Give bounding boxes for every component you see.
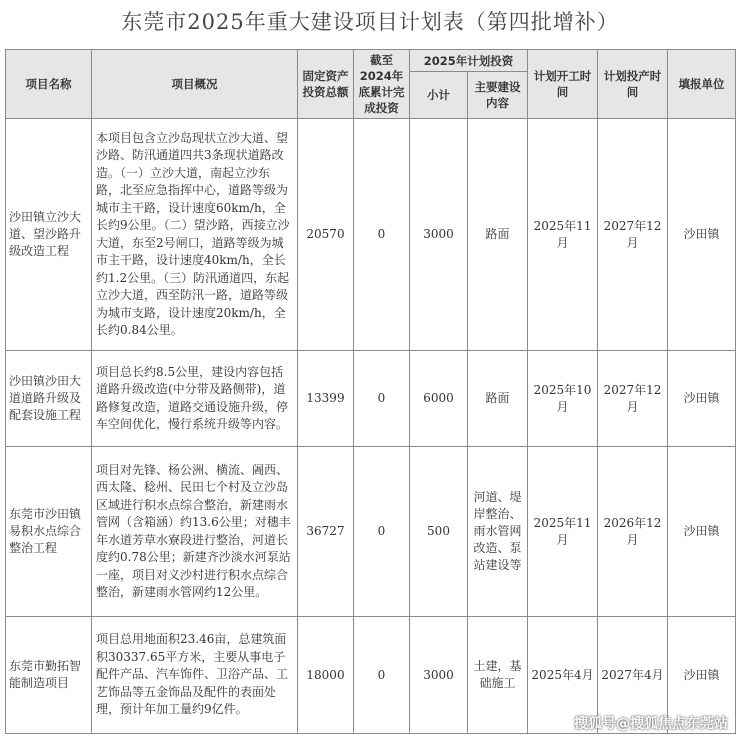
reporting-unit: 沙田镇: [668, 617, 736, 734]
cumulative-investment: 0: [354, 447, 410, 617]
page-title: 东莞市2025年重大建设项目计划表（第四批增补）: [121, 10, 619, 34]
header-content: 主要建设内容: [468, 72, 528, 119]
main-content: 路面: [468, 119, 528, 351]
project-name: 东莞市勤拓智能制造项目: [6, 617, 92, 734]
operation-time: 2027年12月: [598, 351, 668, 447]
total-investment: 13399: [298, 351, 354, 447]
operation-time: 2027年12月: [598, 119, 668, 351]
plan-subtotal: 3000: [410, 617, 468, 734]
operation-time: 2027年4月: [598, 617, 668, 734]
plan-subtotal: 3000: [410, 119, 468, 351]
table-row: [6, 447, 736, 617]
start-time: 2025年11月: [528, 447, 598, 617]
project-name: 东莞市沙田镇易积水点综合整治工程: [6, 447, 92, 617]
cumulative-investment: 0: [354, 119, 410, 351]
header-plan-group: 2025年计划投资: [410, 50, 528, 72]
header-name: 项目名称: [6, 50, 92, 119]
total-investment: 20570: [298, 119, 354, 351]
total-investment: 18000: [298, 617, 354, 734]
header-unit: 填报单位: [668, 50, 736, 119]
reporting-unit: 沙田镇: [668, 351, 736, 447]
project-name: 沙田镇立沙大道、望沙路升级改造工程: [6, 119, 92, 351]
project-overview: 项目总用地面积23.46亩，总建筑面积30337.65平方米，主要从事电子配件产品、汽车饰件、卫浴产品、工艺饰品等五金饰品及配件的表面处理，预计年加工量约9亿件。: [92, 617, 298, 734]
plan-subtotal: 6000: [410, 351, 468, 447]
project-overview: 项目总长约8.5公里，建设内容包括道路升级改造(中分带及路侧带)，道路修复改造，道路交通设施升级，停车空间优化，慢行系统升级等内容。: [92, 351, 298, 447]
watermark: 搜狐号@搜狐焦点东莞站: [574, 716, 728, 732]
cumulative-investment: 0: [354, 617, 410, 734]
main-content: 河道、堤岸整治、雨水管网改造、泵站建设等: [468, 447, 528, 617]
header-overview: 项目概况: [92, 50, 298, 119]
table-row: [6, 351, 736, 447]
start-time: 2025年10月: [528, 351, 598, 447]
total-investment: 36727: [298, 447, 354, 617]
table-row: [6, 119, 736, 351]
project-table: [5, 49, 736, 734]
reporting-unit: 沙田镇: [668, 119, 736, 351]
reporting-unit: 沙田镇: [668, 447, 736, 617]
cumulative-investment: 0: [354, 351, 410, 447]
start-time: 2025年11月: [528, 119, 598, 351]
project-overview: 项目对先锋、杨公洲、横流、阇西、西太隆、稔州、民田七个村及立沙岛区域进行积水点综合整治，新建雨水管网（含箱涵）约13.6公里；对穗丰年水道芳草水寮段进行整治，河道长度约0.78公里；新建齐沙淡水河泵站一座，项目对义沙村进行积水点综合整治，新建雨水管网约12公里。: [92, 447, 298, 617]
project-name: 沙田镇沙田大道道路升级及配套设施工程: [6, 351, 92, 447]
header-subtotal: 小计: [410, 72, 468, 119]
main-content: 土建，基础施工: [468, 617, 528, 734]
header-total: 固定资产投资总额: [298, 50, 354, 119]
main-content: 路面: [468, 351, 528, 447]
operation-time: 2026年12月: [598, 447, 668, 617]
header-cumulative: 截至2024年底累计完成投资: [354, 50, 410, 119]
project-overview: 本项目包含立沙岛现状立沙大道、望沙路、防汛通道四共3条现状道路改造。（一）立沙大道，南起立沙东路，北至应急指挥中心，道路等级为城市主干路，设计速度60km/h，全长约9公里。（二）望沙路，西接立沙大道，东至2号闸口，道路等级为城市主干路，设计速度40km/h，全长约1.2公里。（三）防汛通道四，东起立沙大道，西至防汛一路，道路等级为城市支路，设计速度20km/h，全长约0.84公里。: [92, 119, 298, 351]
header-operation: 计划投产时间: [598, 50, 668, 119]
start-time: 2025年4月: [528, 617, 598, 734]
plan-subtotal: 500: [410, 447, 468, 617]
header-start: 计划开工时间: [528, 50, 598, 119]
